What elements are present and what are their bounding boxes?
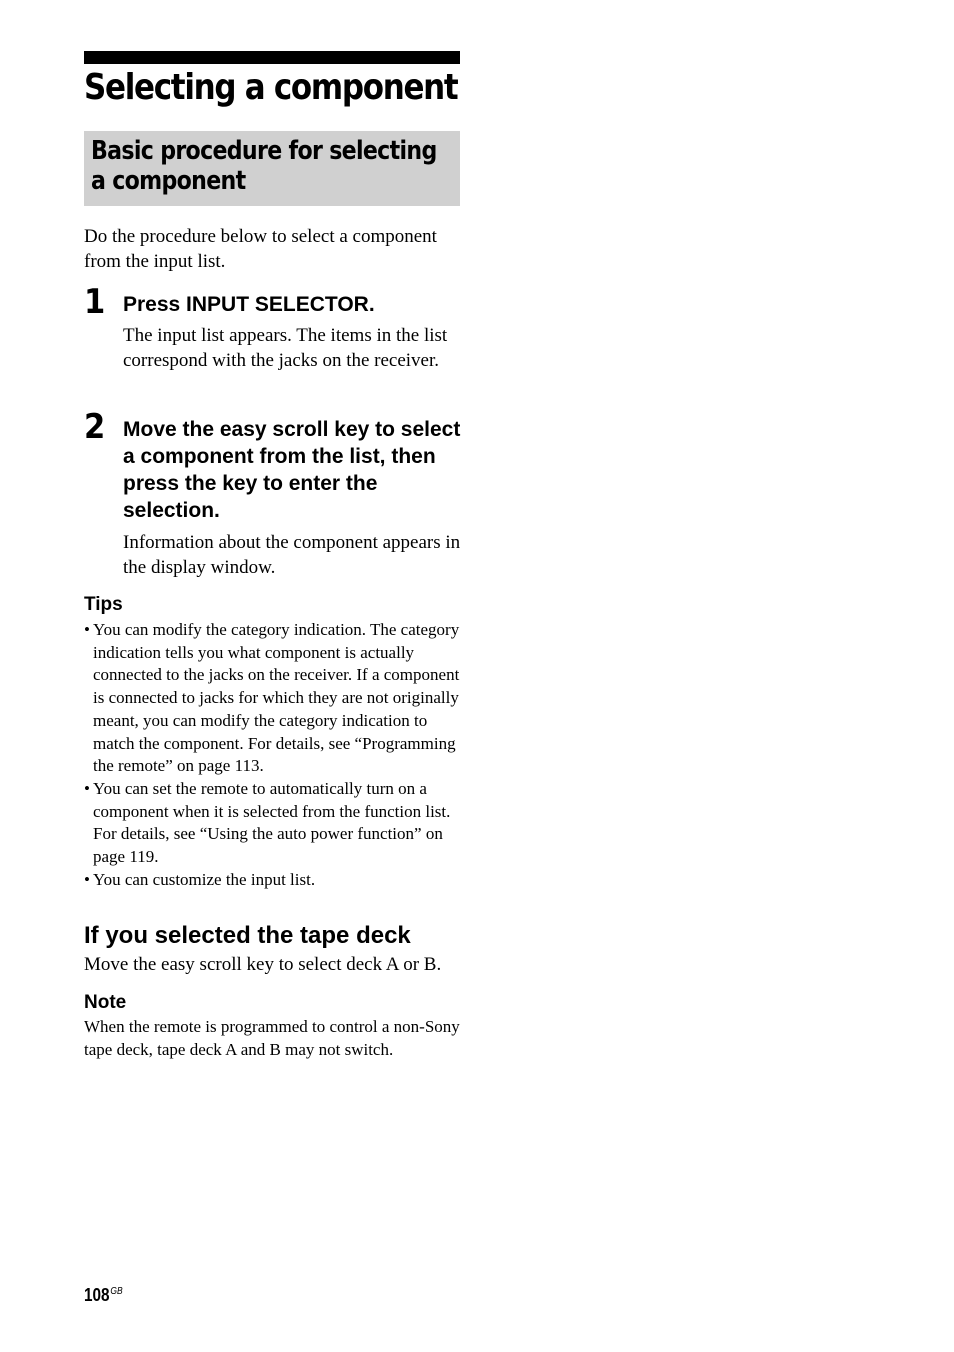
region-code: GB — [110, 1286, 123, 1297]
note-label: Note — [84, 992, 127, 1013]
title-rule — [84, 51, 460, 64]
tip-text: You can customize the input list. — [93, 869, 316, 889]
tape-deck-heading: If you selected the tape deck — [84, 922, 411, 949]
step-1-body: The input list appears. The items in the list correspond with the jacks on the receiver. — [123, 325, 448, 371]
page-number-value: 108 — [84, 1285, 110, 1305]
section-heading: Basic procedure for selecting a component — [91, 136, 437, 196]
bullet: • — [84, 778, 90, 798]
step-2-heading: Move the easy scroll key to select a component from the list, then press the key to enter the selection. — [123, 418, 461, 522]
tape-deck-body: Move the easy scroll key to select deck A or B. — [84, 954, 442, 975]
tip-text: You can modify the category indication. The category indication tells you what component is actually connected to the jacks on the receiver. If a component is connected to jacks for which they are not originally meant, you can modify the category indication to match the component. For details, see “Programming the remote” on page 113. — [93, 620, 460, 776]
step-2-number: 2 — [84, 407, 106, 447]
bullet: • — [84, 869, 90, 889]
list-item — [84, 778, 464, 869]
page-title: Selecting a component — [84, 67, 458, 108]
intro-text: Do the procedure below to select a component from the input list. — [84, 226, 437, 272]
step-2-body: Information about the component appears in the display window. — [123, 532, 461, 578]
tips-label: Tips — [84, 594, 123, 615]
page-number — [84, 1281, 123, 1306]
step-1-number: 1 — [84, 282, 106, 322]
bullet: • — [84, 620, 90, 639]
note-body: When the remote is programmed to control a non-Sony tape deck, tape deck A and B may not switch. — [84, 1017, 460, 1059]
step-1-heading: Press INPUT SELECTOR. — [123, 293, 375, 316]
tips-list — [84, 619, 464, 891]
list-item — [84, 869, 464, 892]
section-heading-box — [84, 131, 460, 206]
tip-text: You can set the remote to automatically turn on a component when it is selected from the function list. For details, see “Using the auto power function” on page 119. — [93, 778, 451, 867]
list-item — [84, 619, 464, 778]
